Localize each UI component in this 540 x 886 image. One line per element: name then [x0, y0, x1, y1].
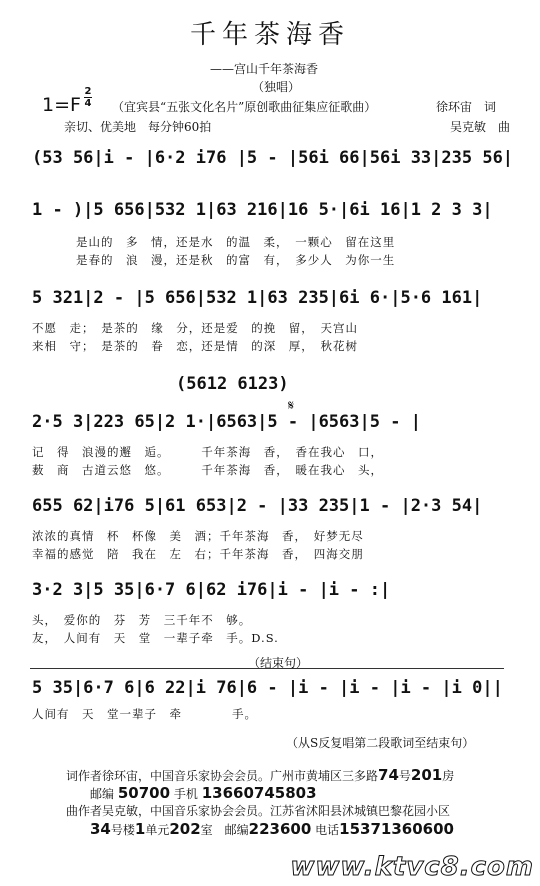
time-signature: 2 4 — [84, 86, 92, 109]
return-instruction: （从S反复唱第二段歌词至结束句） — [286, 736, 475, 750]
performance-type: （独唱） — [252, 80, 301, 94]
composer-credit: 吴克敏 曲 — [450, 120, 511, 134]
lyricist-postcode-phone: 邮编 50700 手机 13660745803 — [90, 784, 317, 802]
lyric-line-5b: 幸福的感觉 陪 我在 左 右；千年茶海 香， 四海交朋 — [32, 547, 364, 561]
site-watermark: www.ktvc8.com — [290, 852, 534, 882]
lyricist-credit: 徐环宙 词 — [436, 100, 497, 114]
notation-line-2: 1 - )|5 656|532 1|63 216|16 5·|6i 16|1 2 3 3| — [32, 200, 493, 220]
notation-line-7: 5 35|6·7 6|6 22|i 76|6 - |i - |i - |i - |i 0|| — [32, 678, 503, 698]
lyric-line-7: 人间有 天 堂一辈子 牵 手。 — [32, 707, 257, 721]
lyric-line-2b: 是春的 浪 漫，还是秋 的富 有， 多少人 为你一生 — [76, 253, 396, 267]
notation-line-3: 5 321|2 - |5 656|532 1|63 235|6i 6·|5·6 161| — [32, 288, 483, 308]
lyric-line-6a: 头， 爱你的 芬 芳 三千年不 够。 — [32, 613, 252, 627]
lyric-line-4b: 薮 商 古道云悠 悠。 千年茶海 香， 暖在我心 头， — [32, 463, 383, 477]
composer-address: 34号楼1单元202室 邮编223600 电话15371360600 — [90, 820, 454, 838]
lyric-line-4a: 记 得 浪漫的邂 逅。 千年茶海 香， 香在我心 口， — [32, 445, 383, 459]
expression-mark: 亲切、优美地 每分钟60拍 — [64, 120, 212, 134]
key-signature: 1=F — [42, 94, 81, 116]
source-note: （宜宾县“五张文化名片”原创歌曲征集应征歌曲） — [112, 100, 377, 114]
interlude-notation: (5612 6123) — [176, 374, 289, 394]
notation-line-1: (53 56|i - |6·2 i76 |5 - |56i 66|56i 33|235 56| — [32, 148, 514, 168]
notation-line-5: 655 62|i76 5|61 653|2 - |33 235|1 - |2·3 54| — [32, 496, 483, 516]
notation-line-6: 3·2 3|5 35|6·7 6|62 i76|i - |i - :| — [32, 580, 391, 600]
lyric-line-3b: 来相 守； 是茶的 眷 恋，还是情 的深 厚， 秋花树 — [32, 339, 358, 353]
subtitle: ——宫山千年茶海香 — [210, 62, 319, 76]
composer-contact: 曲作者吴克敏，中国音乐家协会会员。江苏省沭阳县沭城镇巴黎花园小区 — [66, 804, 451, 818]
notation-line-4: 2·5 3|223 65|2 1·|6563|5 - |6563|5 - | — [32, 412, 421, 432]
song-title: 千年茶海香 — [189, 20, 350, 50]
segno-sign: 𝄋 — [288, 398, 295, 414]
lyric-line-2a: 是山的 多 情，还是水 的温 柔， 一颗心 留在这里 — [76, 235, 396, 249]
lyric-line-3a: 不愿 走； 是茶的 缘 分，还是爱 的挽 留， 天宫山 — [32, 321, 358, 335]
ending-label: （结束句） — [248, 656, 309, 670]
lyricist-contact: 词作者徐环宙，中国音乐家协会会员。广州市黄埔区三多路74号201房 — [66, 766, 455, 784]
lyric-line-6b: 友， 人间有 天 堂 一辈子牵 手。D.S. — [32, 631, 279, 645]
lyric-line-5a: 浓浓的真情 杯 杯像 美 酒；千年茶海 香， 好梦无尽 — [32, 529, 364, 543]
ending-bracket — [30, 668, 504, 669]
